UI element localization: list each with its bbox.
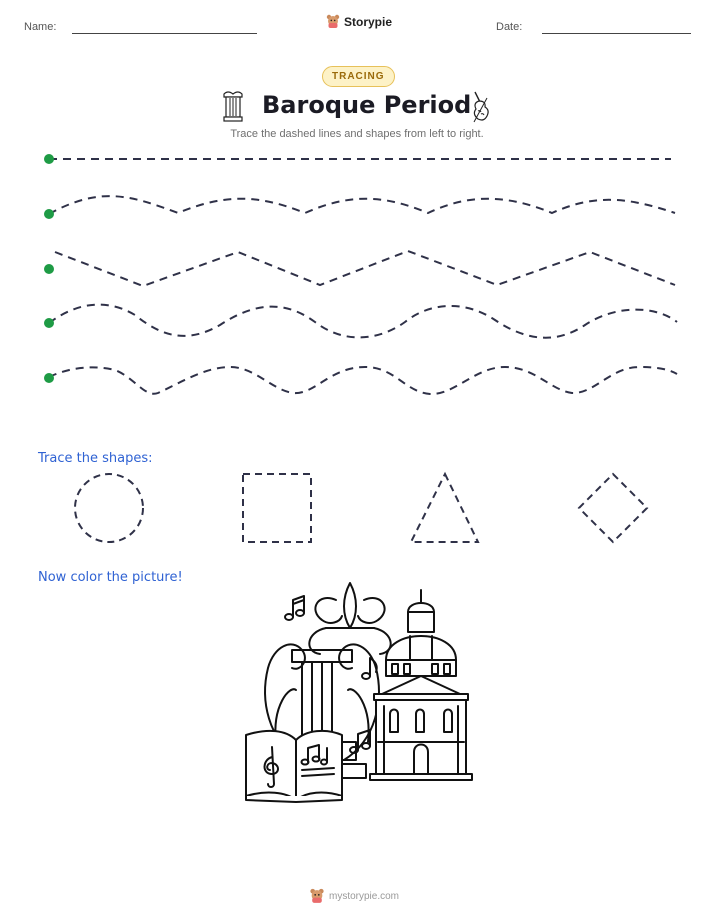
coloring-picture xyxy=(238,578,474,804)
start-dot xyxy=(44,209,54,219)
start-dot xyxy=(44,373,54,383)
trace-diamond xyxy=(579,474,647,542)
start-dot xyxy=(44,264,54,274)
brand-name: Storypie xyxy=(344,14,393,29)
footer xyxy=(309,888,399,904)
name-label: Name: xyxy=(24,21,57,33)
trace-line-zigzag xyxy=(55,251,675,286)
bear-logo-icon xyxy=(309,888,325,904)
shapes-heading: Trace the shapes: xyxy=(38,451,153,466)
music-notes xyxy=(285,596,377,753)
domed-building xyxy=(370,590,472,780)
trace-square xyxy=(243,474,311,542)
start-dot xyxy=(44,154,54,164)
tracing-badge: TRACING xyxy=(322,66,395,87)
tracing-shapes xyxy=(0,465,714,555)
footer-site[interactable]: mystorypie.com xyxy=(329,890,400,902)
instructions: Trace the dashed lines and shapes from left to right. xyxy=(230,128,484,140)
color-heading: Now color the picture! xyxy=(38,570,183,585)
page-title: Baroque Period xyxy=(262,91,472,119)
trace-triangle xyxy=(411,474,478,542)
fleur-ornament xyxy=(309,583,390,654)
trace-circle xyxy=(75,474,143,542)
music-book xyxy=(246,731,342,802)
start-dot xyxy=(44,318,54,328)
trace-line-wave-2 xyxy=(49,305,677,338)
trace-line-wave-1 xyxy=(49,196,675,214)
tracing-lines xyxy=(0,0,714,420)
date-label: Date: xyxy=(496,21,523,33)
trace-line-wave-3 xyxy=(49,367,677,394)
